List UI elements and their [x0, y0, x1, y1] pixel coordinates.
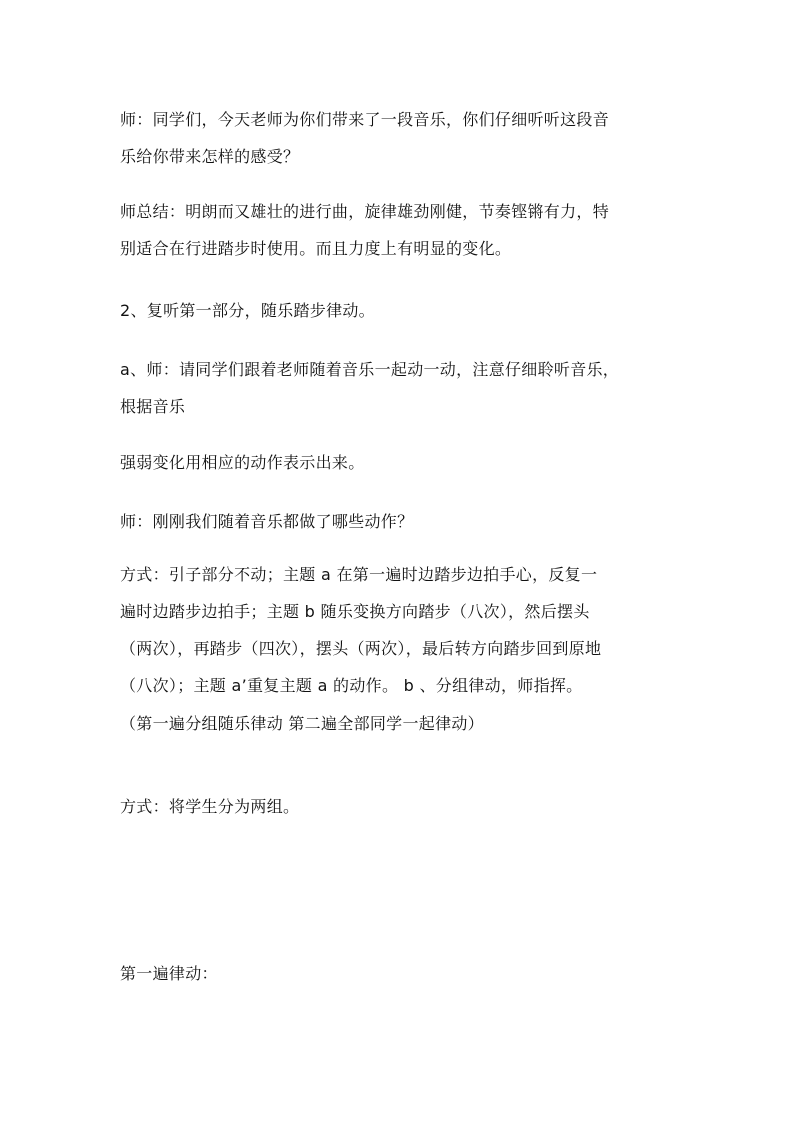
paragraph-dynamics: [120, 444, 680, 481]
text-line: a、师：请同学们跟着老师随着音乐一起动一动，注意仔细聆听音乐，: [120, 360, 620, 379]
text-line: 遍时边踏步边拍手；主题 b 随乐变换方向踏步（八次），然后摆头: [120, 602, 590, 621]
paragraph-teacher-summary: [120, 193, 680, 267]
paragraph-teacher-question: [120, 503, 680, 540]
paragraph-group-note: [120, 705, 680, 742]
text-line: （第一遍分组随乐律动 第二遍全部同学一起律动）: [120, 714, 484, 733]
text-line: 师：同学们，今天老师为你们带来了一段音乐，你们仔细听听这段音: [120, 110, 610, 129]
text-line: 第一遍律动：: [120, 964, 218, 983]
paragraph-step-2: [120, 292, 680, 329]
text-line: 乐给你带来怎样的感受？: [120, 147, 300, 166]
paragraph-first-pass: [120, 955, 680, 992]
text-line: （两次），再踏步（四次），摆头（两次），最后转方向踏步回到原地: [120, 639, 602, 658]
text-line: （八次）；主题 a’重复主题 a 的动作。 b 、分组律动，师指挥。: [120, 676, 583, 695]
paragraph-step-a: [120, 351, 680, 425]
text-line: 师：刚刚我们随着音乐都做了哪些动作？: [120, 512, 414, 531]
text-line: 别适合在行进踏步时使用。而且力度上有明显的变化。: [120, 239, 512, 258]
text-line: 师总结：明朗而又雄壮的进行曲，旋律雄劲刚健，节奏铿锵有力，特: [120, 202, 610, 221]
text-line: 2、复听第一部分，随乐踏步律动。: [120, 301, 375, 320]
text-line: 根据音乐: [120, 397, 186, 416]
text-line: 强弱变化用相应的动作表示出来。: [120, 453, 365, 472]
paragraph-method-2: [120, 788, 680, 825]
text-line: 方式：引子部分不动；主题 a 在第一遍时边踏步边拍手心，反复一: [120, 565, 598, 584]
paragraph-teacher-intro: [120, 101, 680, 175]
paragraph-method-1: [120, 556, 680, 704]
text-line: 方式：将学生分为两组。: [120, 797, 300, 816]
